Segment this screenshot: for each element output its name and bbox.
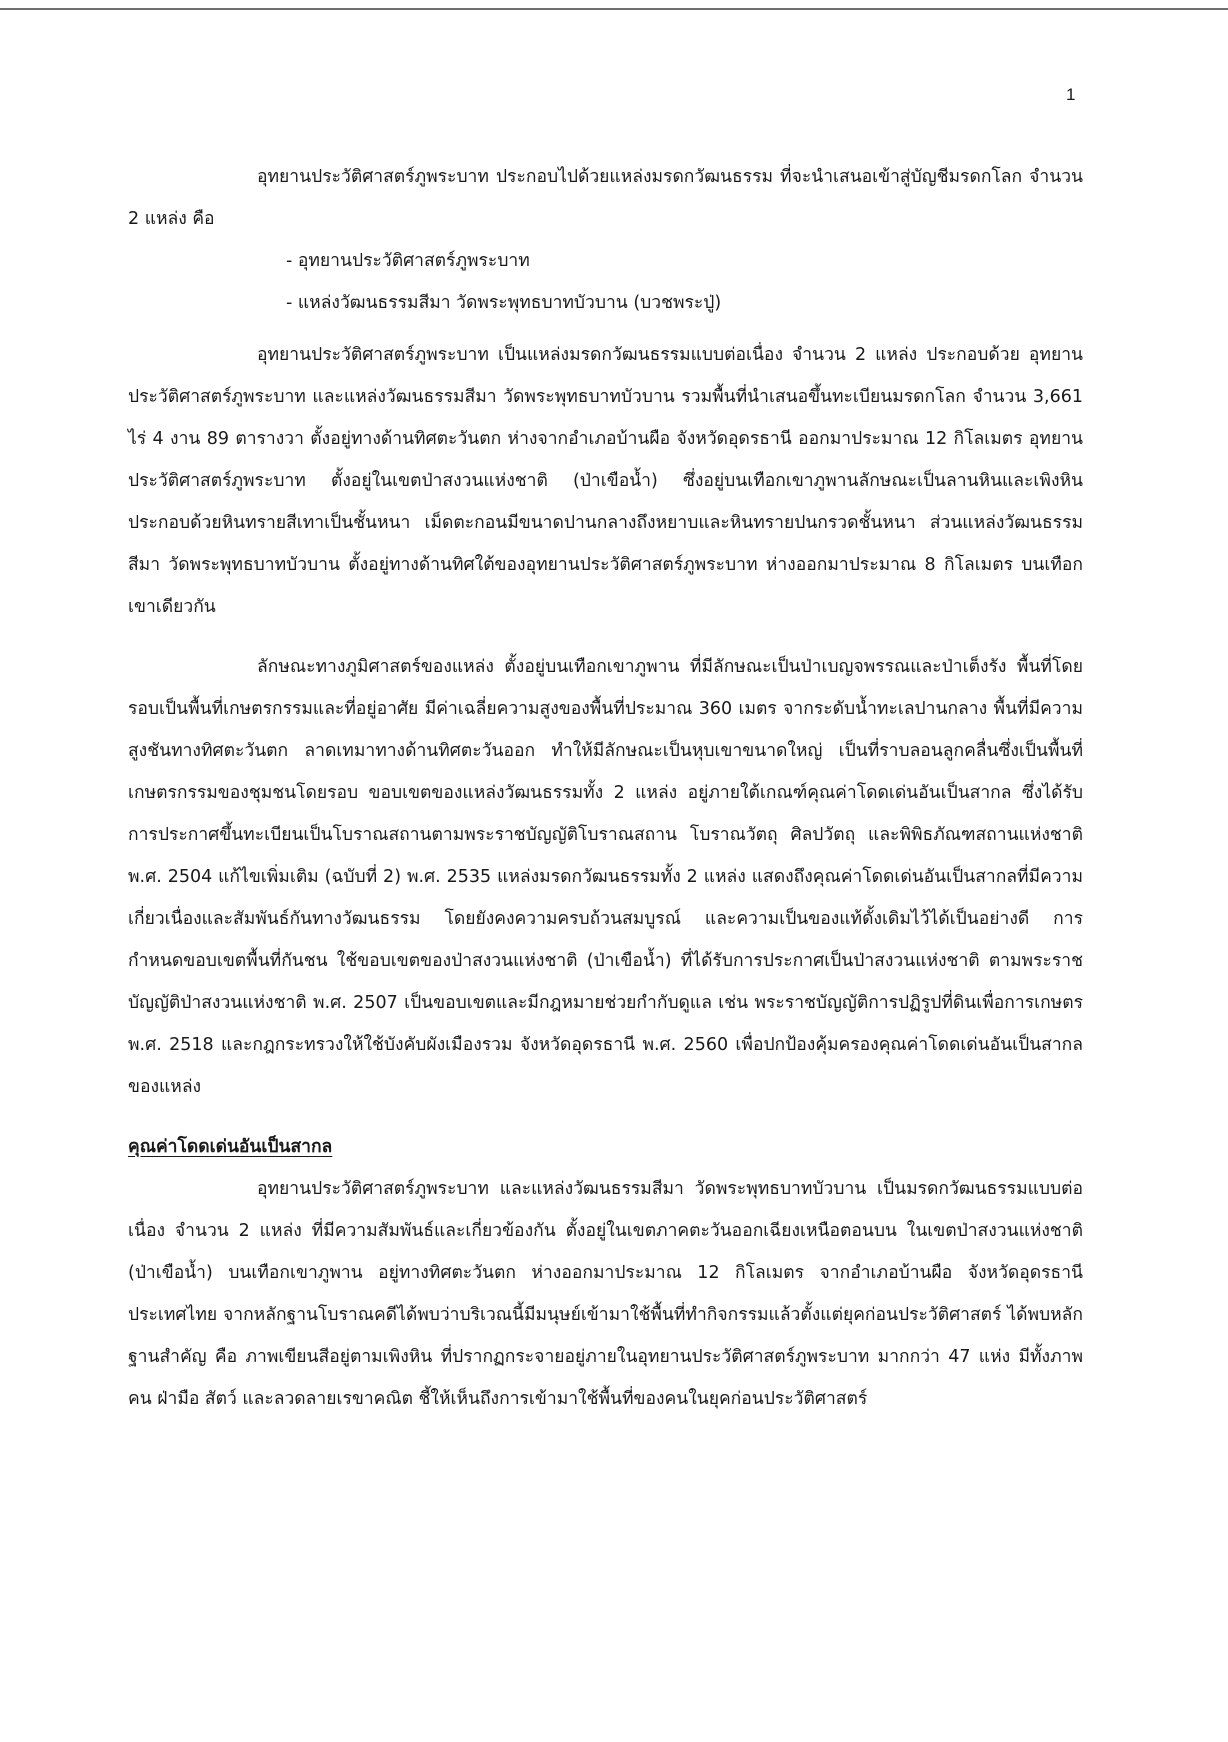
outstanding-value-paragraph: อุทยานประวัติศาสตร์ภูพระบาท และแหล่งวัฒนธรรมสีมา วัดพระพุทธบาทบัวบาน เป็นมรดกวัฒนธรรมแบบต่อเนื่อง จำนวน 2 แหล่ง ที่มีความสัมพันธ์และเกี่ยวข้องกัน ตั้งอยู่ในเขตภาคตะวันออกเฉียงเหนือตอนบน ในเขตป่าสงวนแห่งชาติ (ป่าเขือน้ำ) บนเทือกเขาภูพาน อยู่ทางทิศตะวันตก ห่างออกมาประมาณ 12 กิโลเมตร จากอำเภอบ้านผือ จังหวัดอุดรธานี ประเทศไทย จากหลักฐานโบราณคดีได้พบว่าบริเวณนี้มีมนุษย์เข้ามาใช้พื้นที่ทำกิจกรรมแล้วตั้งแต่ยุคก่อนประวัติศาสตร์ ได้พบหลักฐานสำคัญ คือ ภาพเขียนสีอยู่ตามเพิงหิน ที่ปรากฏกระจายอยู่ภายในอุทยานประวัติศาสตร์ภูพระบาท มากกว่า 47 แห่ง มีทั้งภาพคน ฝ่ามือ สัตว์ และลวดลายเรขาคณิต ชี้ให้เห็นถึงการเข้ามาใช้พื้นที่ของคนในยุคก่อนประวัติศาสตร์ [128,1179,1083,1409]
paragraph-spacer [128,628,1083,646]
top-edge-rule [0,8,1228,10]
paragraph-spacer [128,324,1083,334]
geography-paragraph: ลักษณะทางภูมิศาสตร์ของแหล่ง ตั้งอยู่บนเทือกเขาภูพาน ที่มีลักษณะเป็นป่าเบญจพรรณและป่าเต็งรัง พื้นที่โดยรอบเป็นพื้นที่เกษตรกรรมและที่อยู่อาศัย มีค่าเฉลี่ยความสูงของพื้นที่ประมาณ 360 เมตร จากระดับน้ำทะเลปานกลาง พื้นที่มีความสูงชันทางทิศตะวันตก ลาดเทมาทางด้านทิศตะวันออก ทำให้มีลักษณะเป็นหุบเขาขนาดใหญ่ เป็นที่ราบลอนลูกคลื่นซึ่งเป็นพื้นที่เกษตรกรรมของชุมชนโดยรอบ ขอบเขตของแหล่งวัฒนธรรมทั้ง 2 แหล่ง อยู่ภายใต้เกณฑ์คุณค่าโดดเด่นอันเป็นสากล ซึ่งได้รับการประกาศขึ้นทะเบียนเป็นโบราณสถานตามพระราชบัญญัติโบราณสถาน โบราณวัตถุ ศิลปวัตถุ และพิพิธภัณฑสถานแห่งชาติ พ.ศ. 2504 แก้ไขเพิ่มเติม (ฉบับที่ 2) พ.ศ. 2535 แหล่งมรดกวัฒนธรรมทั้ง 2 แหล่ง แสดงถึงคุณค่าโดดเด่นอันเป็นสากลที่มีความเกี่ยวเนื่องและสัมพันธ์กันทางวัฒนธรรม โดยยังคงความครบถ้วนสมบูรณ์ และความเป็นของแท้ดั้งเดิมไว้ได้เป็นอย่างดี การกำหนดขอบเขตพื้นที่กันชน ใช้ขอบเขตของป่าสงวนแห่งชาติ (ป่าเขือน้ำ) ที่ได้รับการประกาศเป็นป่าสงวนแห่งชาติ ตามพระราชบัญญัติป่าสงวนแห่งชาติ พ.ศ. 2507 เป็นขอบเขตและมีกฎหมายช่วยกำกับดูแล เช่น พระราชบัญญัติการปฏิรูปที่ดินเพื่อการเกษตร พ.ศ. 2518 และกฎกระทรวงให้ใช้บังคับผังเมืองรวม จังหวัดอุดรธานี พ.ศ. 2560 เพื่อปกป้องคุ้มครองคุณค่าโดดเด่นอันเป็นสากลของแหล่ง [128,657,1083,1097]
section-heading: คุณค่าโดดเด่นอันเป็นสากล [128,1137,333,1157]
document-body [128,156,1083,1420]
page-number: 1 [1066,85,1076,104]
intro-paragraph: อุทยานประวัติศาสตร์ภูพระบาท ประกอบไปด้วยแหล่งมรดกวัฒนธรรม ที่จะนำเสนอเข้าสู่บัญชีมรดกโลก จำนวน 2 แหล่ง คือ [128,167,1083,229]
list-item: - อุทยานประวัติศาสตร์ภูพระบาท [286,251,530,271]
paragraph-spacer [128,1108,1083,1126]
site-list [128,240,1083,324]
list-item: - แหล่งวัฒนธรรมสีมา วัดพระพุทธบาทบัวบาน (บวชพระปู่) [286,293,722,313]
overview-paragraph: อุทยานประวัติศาสตร์ภูพระบาท เป็นแหล่งมรดกวัฒนธรรมแบบต่อเนื่อง จำนวน 2 แหล่ง ประกอบด้วย อุทยานประวัติศาสตร์ภูพระบาท และแหล่งวัฒนธรรมสีมา วัดพระพุทธบาทบัวบาน รวมพื้นที่นำเสนอขึ้นทะเบียนมรดกโลก จำนวน 3,661 ไร่ 4 งาน 89 ตารางวา ตั้งอยู่ทางด้านทิศตะวันตก ห่างจากอำเภอบ้านผือ จังหวัดอุดรธานี ออกมาประมาณ 12 กิโลเมตร อุทยานประวัติศาสตร์ภูพระบาท ตั้งอยู่ในเขตป่าสงวนแห่งชาติ (ป่าเขือน้ำ) ซึ่งอยู่บนเทือกเขาภูพานลักษณะเป็นลานหินและเพิงหิน ประกอบด้วยหินทรายสีเทาเป็นชั้นหนา เม็ดตะกอนมีขนาดปานกลางถึงหยาบและหินทรายปนกรวดชั้นหนา ส่วนแหล่งวัฒนธรรมสีมา วัดพระพุทธบาทบัวบาน ตั้งอยู่ทางด้านทิศใต้ของอุทยานประวัติศาสตร์ภูพระบาท ห่างออกมาประมาณ 8 กิโลเมตร บนเทือกเขาเดียวกัน [128,345,1083,617]
